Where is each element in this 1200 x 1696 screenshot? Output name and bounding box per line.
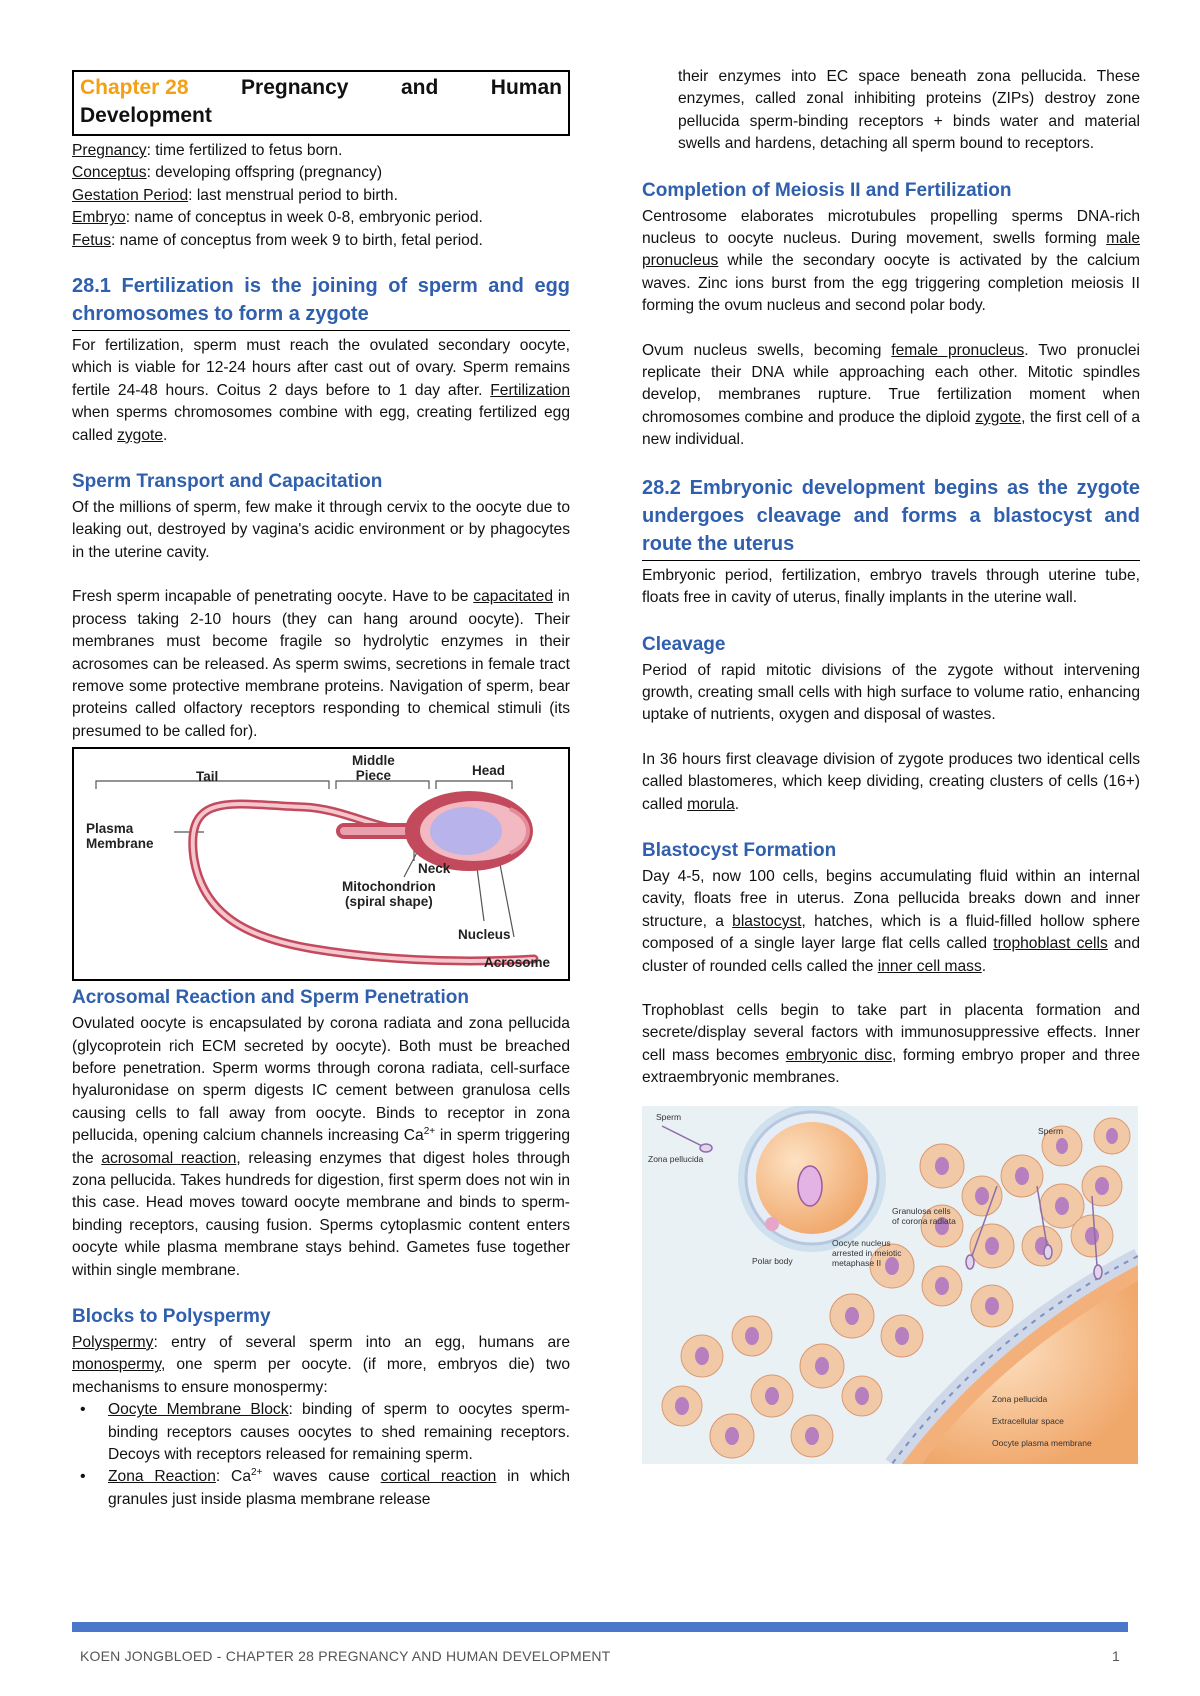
- page-number: 1: [1112, 1648, 1120, 1664]
- subheading-blastocyst: Blastocyst Formation: [642, 839, 837, 861]
- term-embryonic-disc: embryonic disc: [785, 1046, 893, 1064]
- term-morula: morula: [687, 795, 735, 813]
- label-polar-body: Polar body: [752, 1255, 793, 1266]
- definition-text: : name of conceptus in week 0-8, embryonic period.: [125, 209, 483, 227]
- subheading-meiosis: Completion of Meiosis II and Fertilization: [642, 179, 1012, 201]
- term-zygote: zygote: [117, 426, 164, 444]
- text-run: in which granules just inside plasma membrane release: [108, 1468, 570, 1508]
- text-run: in process taking 2-10 hours (they can hang around oocyte). Their membranes must become fragile so hydrolytic enzymes in their acrosomes can be released. As sperm swims, secretions in female tract remove some protective membrane proteins. Navigation of sperm, bear proteins called olfactory receptors responding to chemical stimuli (its presumed to be called for).: [72, 588, 570, 740]
- label-granulosa-cells: Granulosa cells of corona radiata: [892, 1205, 956, 1226]
- left-column: [72, 70, 570, 1511]
- definitions-list: [72, 140, 570, 252]
- sperm-illustration: [74, 749, 568, 979]
- text-run: Centrosome elaborates microtubules propelling sperms DNA-rich nucleus to oocyte nucleus. During movement, swells forming: [642, 207, 1140, 248]
- text-run: in sperm triggering the: [72, 1127, 570, 1167]
- definition-term: Pregnancy: [72, 142, 147, 159]
- text-run: .: [163, 426, 168, 444]
- text-run: Ovulated oocyte is encapsulated by corona radiata and zona pellucida (glycoprotein rich ECM secreted by oocyte). Both must be breached before penetration. Sperm worms through corona radiata, cell-surface hyaluronidase on sperm digests IC cement between granulosa cells causing cells to fall away from oocyte. Binds to receptor in zona pellucida, opening calcium channels increasing Ca: [72, 1015, 570, 1145]
- paragraph: [642, 866, 1140, 978]
- chapter-title-line2: Development: [80, 104, 212, 127]
- definition-term: Gestation Period: [72, 186, 189, 204]
- definition-text: : developing offspring (pregnancy): [146, 164, 383, 182]
- footer-text: KOEN JONGBLOED - CHAPTER 28 PREGNANCY AND HUMAN DEVELOPMENT: [80, 1648, 611, 1664]
- chapter-title-word: Human: [490, 76, 562, 99]
- right-column: [642, 66, 1140, 1464]
- term-zona-reaction: Zona Reaction: [108, 1468, 216, 1486]
- oocyte-corona-illustration: [642, 1106, 1138, 1464]
- paragraph: [72, 586, 570, 743]
- subheading-acrosomal-reaction: Acrosomal Reaction and Sperm Penetration: [72, 987, 469, 1009]
- text-run: Day 4-5, now 100 cells, begins accumulating fluid within an internal cavity, floats free in uterus. Zona pellucida breaks down and inner structure, a: [642, 867, 1140, 930]
- section-heading-28-1: 28.1 Fertilization is the joining of sperm and egg chromosomes to form a zygote: [72, 272, 570, 331]
- chapter-title-word: Pregnancy: [241, 76, 349, 99]
- definition-item: [72, 162, 570, 184]
- text-run: Trophoblast cells begin to take part in placenta formation and secrete/display several factors with immunosuppressive effects. Inner cell mass becomes: [642, 1001, 1140, 1064]
- text-run: : binding of sperm to oocytes sperm-binding receptors causes oocytes to shed remaining receptors. Decoys with receptors released for remaining sperm.: [108, 1401, 570, 1464]
- label-zona-pellucida: Zona pellucida: [648, 1153, 704, 1164]
- text-run: , one sperm per oocyte. (if more, embryos die) two mechanisms to ensure monospermy:: [72, 1356, 570, 1396]
- paragraph: [642, 206, 1140, 318]
- text-run: when sperms chromosomes combine with egg, creating fertilized egg called: [72, 404, 570, 444]
- label-sperm: Sperm: [656, 1111, 682, 1122]
- text-run: Ovum nucleus swells, becoming: [642, 341, 892, 359]
- term-monospermy: monospermy: [72, 1356, 161, 1374]
- text-run: .: [981, 957, 987, 975]
- chapter-title-word: and: [400, 76, 439, 99]
- superscript: 2+: [251, 1467, 263, 1479]
- definition-term: Embryo: [72, 209, 126, 227]
- text-run: : entry of several sperm into an egg, humans are: [153, 1334, 570, 1351]
- text-run: while the secondary oocyte is activated by the calcium waves. Zinc ions burst from the egg triggering completion meiosis II forming the ovum nucleus and second polar body.: [642, 252, 1140, 315]
- label-plasma-membrane: Plasma Membrane: [86, 821, 154, 852]
- section-heading-28-2: 28.2 Embryonic development begins as the zygote undergoes cleavage and forms a blastocyst and route the uterus: [642, 474, 1140, 561]
- paragraph: [72, 335, 570, 447]
- label-middle-piece: Middle Piece: [352, 753, 395, 784]
- term-oocyte-membrane-block: Oocyte Membrane Block: [108, 1401, 289, 1419]
- footer-bar: [72, 1622, 1128, 1632]
- fertilization-illustration: [642, 1106, 1138, 1464]
- text-run: For fertilization, sperm must reach the ovulated secondary oocyte, which is viable for 12-24 hours after cast out of ovary. Sperm remains fertile 24-48 hours. Coitus 2 days before to 1 day after.: [72, 337, 570, 399]
- text-run: , forming embryo proper and three extraembryonic membranes.: [642, 1046, 1140, 1087]
- term-cortical-reaction: cortical reaction: [380, 1468, 497, 1486]
- list-item: [72, 1399, 570, 1466]
- bullet-list: [72, 1399, 570, 1511]
- label-acrosome: Acrosome: [484, 955, 551, 971]
- subheading-polyspermy: Blocks to Polyspermy: [72, 1306, 271, 1327]
- sperm-diagram: [72, 747, 570, 981]
- definition-item: [72, 185, 570, 207]
- term-male-pronucleus: male pronucleus: [642, 230, 1140, 270]
- paragraph: Of the millions of sperm, few make it through cervix to the oocyte due to leaking out, destroyed by vagina's acidic environment or by phagocytes in the uterine cavity.: [72, 499, 570, 561]
- subheading-cleavage: Cleavage: [642, 633, 726, 655]
- label-neck: Neck: [418, 861, 451, 877]
- label-oocyte-plasma-membrane: Oocyte plasma membrane: [992, 1437, 1092, 1448]
- chapter-title-box: [72, 70, 570, 136]
- term-female-pronucleus: female pronucleus: [891, 341, 1025, 359]
- chapter-number: Chapter 28: [80, 76, 189, 99]
- text-run: , the first cell of a new individual.: [642, 408, 1140, 449]
- term-polyspermy: Polyspermy: [72, 1334, 154, 1351]
- term-fertilization: Fertilization: [490, 381, 570, 399]
- text-run: and cluster of rounded cells called the: [642, 935, 1140, 975]
- paragraph: [642, 1000, 1140, 1090]
- text-run: : Ca: [215, 1468, 251, 1486]
- paragraph: [72, 1013, 570, 1282]
- definition-text: : last menstrual period to birth.: [188, 186, 398, 204]
- term-zygote: zygote: [975, 408, 1022, 426]
- text-run: .: [734, 795, 740, 813]
- label-tail: Tail: [196, 769, 219, 785]
- definition-term: Fetus: [72, 231, 111, 249]
- label-extracellular-space: Extracellular space: [992, 1415, 1064, 1426]
- definition-text: : time fertilized to fetus born.: [146, 142, 343, 159]
- text-run: In 36 hours first cleavage division of zygote produces two identical cells called blastomeres, which keep dividing, creating clusters of cells (16+) called: [642, 750, 1140, 813]
- label-head: Head: [472, 763, 506, 779]
- subheading-sperm-transport: Sperm Transport and Capacitation: [72, 471, 383, 493]
- definition-text: : name of conceptus from week 9 to birth, fetal period.: [111, 231, 483, 249]
- definition-item: [72, 207, 570, 229]
- text-run: Fresh sperm incapable of penetrating oocyte. Have to be: [72, 588, 474, 606]
- label-sperm-right: Sperm: [1038, 1125, 1064, 1136]
- label-zona-pellucida-2: Zona pellucida: [992, 1393, 1048, 1404]
- label-nucleus: Nucleus: [458, 927, 511, 943]
- text-run: waves cause: [262, 1468, 381, 1486]
- term-acrosomal-reaction: acrosomal reaction: [101, 1149, 237, 1167]
- label-mitochondrion: Mitochondrion (spiral shape): [342, 879, 436, 910]
- term-capacitated: capacitated: [473, 588, 554, 606]
- paragraph: Period of rapid mitotic divisions of the zygote without intervening growth, creating small cells with high surface to volume ratio, enhancing uptake of nutrients, oxygen and disposal of wastes.: [642, 661, 1140, 724]
- definition-item: [72, 230, 570, 252]
- paragraph: [642, 340, 1140, 452]
- superscript: 2+: [423, 1125, 436, 1137]
- list-item: [72, 1466, 570, 1511]
- text-run: . Two pronuclei replicate their DNA while approaching each other. Mitotic spindles develop, membranes rupture. True fertilization moment when chromosomes combine and produce the diploid: [642, 341, 1140, 426]
- text-run: , releasing enzymes that digest holes through zona pellucida. Takes hundreds for digestion, first sperm does not win in this case. Head moves toward oocyte membrane and binds to sperm-binding receptors, causing fusion. Sperms cytoplasmic content enters oocyte while plasma membrane stays behind. Gametes fuse together within single membrane.: [72, 1149, 570, 1279]
- paragraph-continued: their enzymes into EC space beneath zona pellucida. These enzymes, called zonal inhibiting proteins (ZIPs) destroy zone pellucida sperm-binding receptors + binds water and material swells and hardens, detaching all sperm bound to receptors.: [678, 68, 1140, 153]
- definition-item: [72, 140, 570, 162]
- paragraph: Embryonic period, fertilization, embryo travels through uterine tube, floats free in cavity of uterus, finally implants in the uterine wall.: [642, 566, 1140, 607]
- term-blastocyst: blastocyst: [732, 912, 802, 930]
- text-run: , hatches, which is a fluid-filled hollow sphere composed of a single layer large flat cells called: [642, 912, 1140, 953]
- definition-term: Conceptus: [72, 164, 147, 182]
- paragraph: [642, 749, 1140, 816]
- paragraph: [72, 1332, 570, 1399]
- term-inner-cell-mass: inner cell mass: [877, 957, 982, 975]
- label-oocyte-nucleus: Oocyte nucleus arrested in meiotic metaphase II: [832, 1237, 902, 1268]
- term-trophoblast-cells: trophoblast cells: [993, 935, 1108, 953]
